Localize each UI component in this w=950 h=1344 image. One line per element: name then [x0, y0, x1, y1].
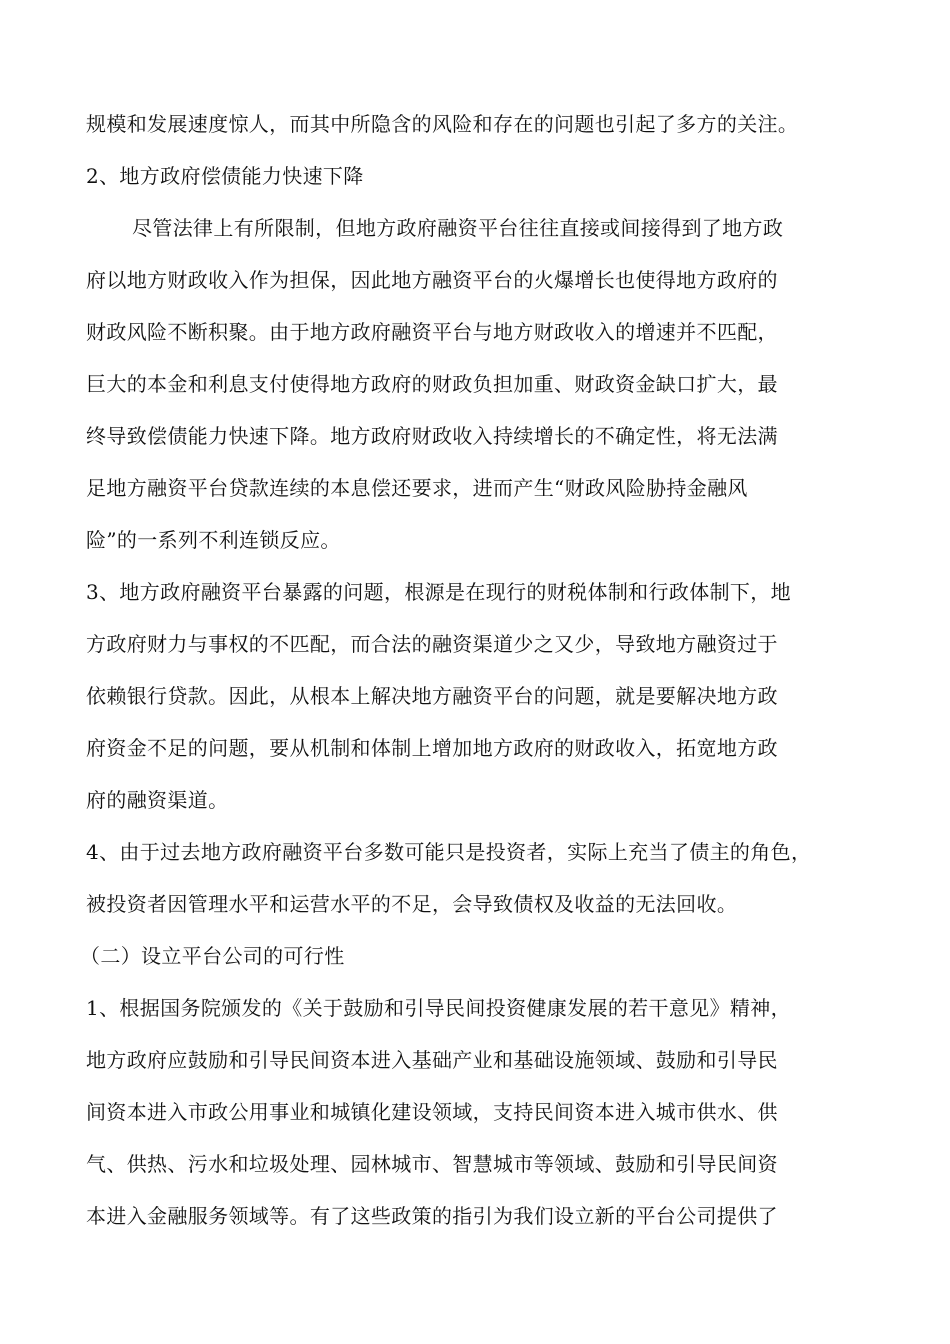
paragraph-line: 1、根据国务院颁发的《关于鼓励和引导民间投资健康发展的若干意见》精神， — [86, 996, 791, 1020]
paragraph-line: 财政风险不断积聚。由于地方政府融资平台与地方财政收入的增速并不匹配， — [86, 320, 778, 344]
paragraph-line: 本进入金融服务领域等。有了这些政策的指引为我们设立新的平台公司提供了 — [86, 1204, 778, 1228]
paragraph-line: 依赖银行贷款。因此，从根本上解决地方融资平台的问题，就是要解决地方政 — [86, 684, 778, 708]
paragraph-line: 气、供热、污水和垃圾处理、园林城市、智慧城市等领域、鼓励和引导民间资 — [86, 1152, 778, 1176]
paragraph-line: 方政府财力与事权的不匹配，而合法的融资渠道少之又少，导致地方融资过于 — [86, 632, 778, 656]
paragraph-line: 3、地方政府融资平台暴露的问题，根源是在现行的财税体制和行政体制下，地 — [86, 580, 791, 604]
paragraph-line: 规模和发展速度惊人，而其中所隐含的风险和存在的问题也引起了多方的关注。 — [86, 112, 799, 136]
paragraph-line: 巨大的本金和利息支付使得地方政府的财政负担加重、财政资金缺口扩大，最 — [86, 372, 778, 396]
paragraph-line: 间资本进入市政公用事业和城镇化建设领域，支持民间资本进入城市供水、供 — [86, 1100, 778, 1124]
paragraph-line: 府以地方财政收入作为担保，因此地方融资平台的火爆增长也使得地方政府的 — [86, 268, 778, 292]
section-heading: 2、地方政府偿债能力快速下降 — [86, 164, 364, 188]
paragraph-line: 足地方融资平台贷款连续的本息偿还要求，进而产生“财政风险胁持金融风 — [86, 476, 748, 500]
paragraph-line: 险”的一系列不利连锁反应。 — [86, 528, 341, 552]
paragraph-line: 4、由于过去地方政府融资平台多数可能只是投资者，实际上充当了债主的角色， — [86, 840, 812, 864]
paragraph-line: 地方政府应鼓励和引导民间资本进入基础产业和基础设施领域、鼓励和引导民 — [86, 1048, 778, 1072]
paragraph-line: 府资金不足的问题，要从机制和体制上增加地方政府的财政收入，拓宽地方政 — [86, 736, 778, 760]
paragraph-line: 终导致偿债能力快速下降。地方政府财政收入持续增长的不确定性，将无法满 — [86, 424, 778, 448]
paragraph-line: 被投资者因管理水平和运营水平的不足，会导致债权及收益的无法回收。 — [86, 892, 738, 916]
paragraph-line: 尽管法律上有所限制，但地方政府融资平台往往直接或间接得到了地方政 — [132, 216, 784, 240]
section-heading: （二）设立平台公司的可行性 — [80, 944, 345, 968]
paragraph-line: 府的融资渠道。 — [86, 788, 229, 812]
